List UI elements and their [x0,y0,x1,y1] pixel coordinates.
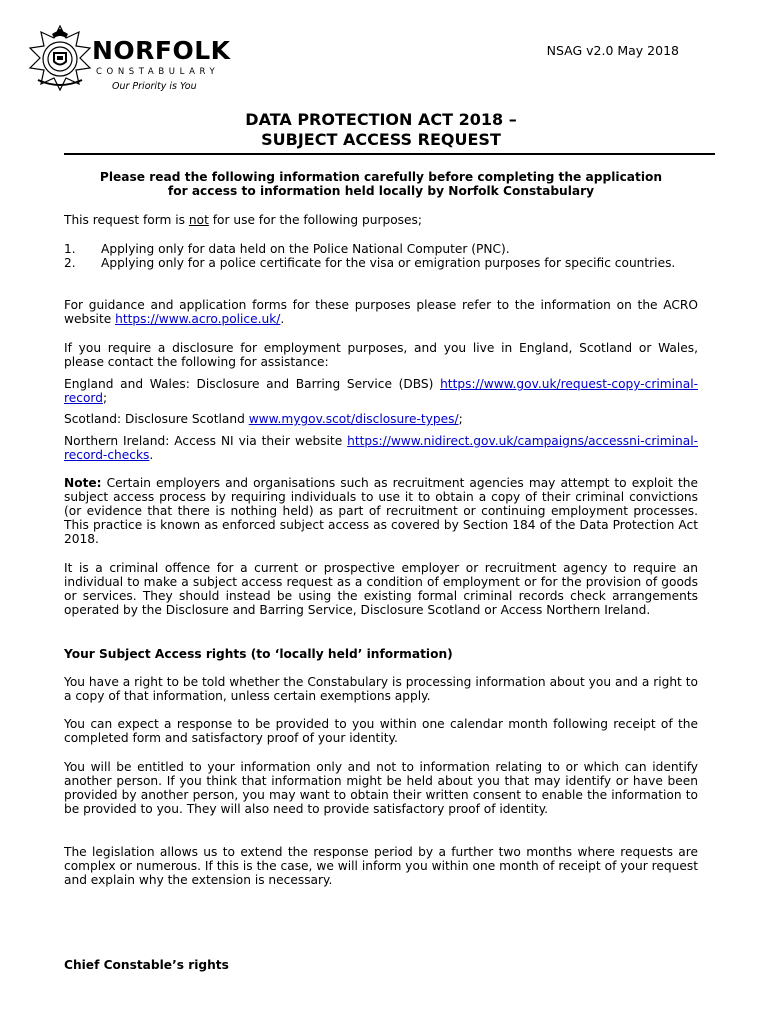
purposes-lead-not: not [188,213,209,227]
scotland-contact [64,412,698,426]
list-item-text: Applying only for data held on the Police National Computer (PNC). [101,242,510,256]
scotland-text: Scotland: Disclosure Scotland [64,412,249,426]
rights-paragraph-1: You have a right to be told whether the Constabulary is processing information about you and a right to a copy of that information, unless certain exemptions apply. [64,675,698,703]
list-item-number: 1. [64,242,76,256]
note-label: Note: [64,476,102,490]
intro-line1: Please read the following information carefully before completing the application [99,170,663,184]
ni-link[interactable]: https://www.nidirect.gov.uk/campaigns/accessni-criminal-record-checks [64,434,698,462]
intro-line2: for access to information held locally by Norfolk Constabulary [167,184,595,198]
acro-after: . [280,312,285,326]
note-paragraph [64,476,698,546]
norfolk-constabulary-logo [24,24,231,96]
scotland-link[interactable]: www.mygov.scot/disclosure-types/ [248,412,459,426]
england-wales-contact [64,377,698,405]
england-after: ; [102,391,108,405]
page-title-line1: DATA PROTECTION ACT 2018 – [245,110,517,129]
england-text: England and Wales: Disclosure and Barring Service (DBS) [64,377,441,391]
note-text: Certain employers and organisations such as recruitment agencies may attempt to exploit the subject access process by requiring individuals to use it to obtain a copy of their criminal convictions (or evidence that there is nothing held) as part of recruitment or continuing employment processes. This practice is known as enforced subject access as covered by Section 184 of the Data Protection Act 2018. [64,476,698,546]
logo-subtitle-text: CONSTABULARY [96,67,220,77]
list-item-number: 2. [64,256,76,270]
title-divider [64,153,715,155]
england-link[interactable]: https://www.gov.uk/request-copy-criminal-record [64,377,698,405]
acro-link[interactable]: https://www.acro.police.uk/ [115,312,281,326]
subject-access-rights-heading: Your Subject Access rights (to ‘locally held’ information) [64,647,453,661]
scotland-after: ; [458,412,463,426]
document-version: NSAG v2.0 May 2018 [546,43,679,58]
rights-paragraph-3: You will be entitled to your information only and not to information relating to or which can identify another person. If you think that information might be held about you that may identify or have been provided by another person, you may want to obtain their written consent to enable the information to be provided to you. They will also need to provide satisfactory proof of identity. [64,760,698,816]
disclosure-intro: If you require a disclosure for employment purposes, and you live in England, Scotland or Wales, please contact the following for assistance: [64,341,698,369]
criminal-offence-paragraph: It is a criminal offence for a current or prospective employer or recruitment agency to require an individual to make a subject access request as a condition of employment or for the provision of goods or services. They should instead be using the existing formal criminal records check arrangements operated by the Disclosure and Barring Service, Disclosure Scotland or Access Northern Ireland. [64,561,698,617]
page-title-line2: SUBJECT ACCESS REQUEST [261,130,501,149]
police-star-crest-icon [24,24,96,96]
logo-brand-text: NORFOLK [92,36,231,65]
rights-paragraph-4: The legislation allows us to extend the response period by a further two months where requests are complex or numerous. If this is the case, we will inform you within one month of receipt of your request and explain why the extension is necessary. [64,845,698,887]
acro-text: For guidance and application forms for these purposes please refer to the information on the ACRO website [64,298,698,326]
purposes-lead-before: This request form is [64,213,189,227]
chief-constable-rights-heading: Chief Constable’s rights [64,958,229,972]
ni-after: . [149,448,154,462]
list-item-text: Applying only for a police certificate for the visa or emigration purposes for specific countries. [101,256,676,270]
rights-paragraph-2: You can expect a response to be provided to you within one calendar month following receipt of the completed form and satisfactory proof of your identity. [64,717,698,745]
northern-ireland-contact [64,434,698,462]
page-title [64,110,698,150]
acro-guidance [64,298,698,326]
purposes-lead [64,213,698,227]
ni-text: Northern Ireland: Access NI via their website [64,434,348,448]
intro-instructions [64,170,698,198]
purposes-lead-after: for use for the following purposes; [208,213,422,227]
logo-motto-text: Our Priority is You [112,81,197,92]
